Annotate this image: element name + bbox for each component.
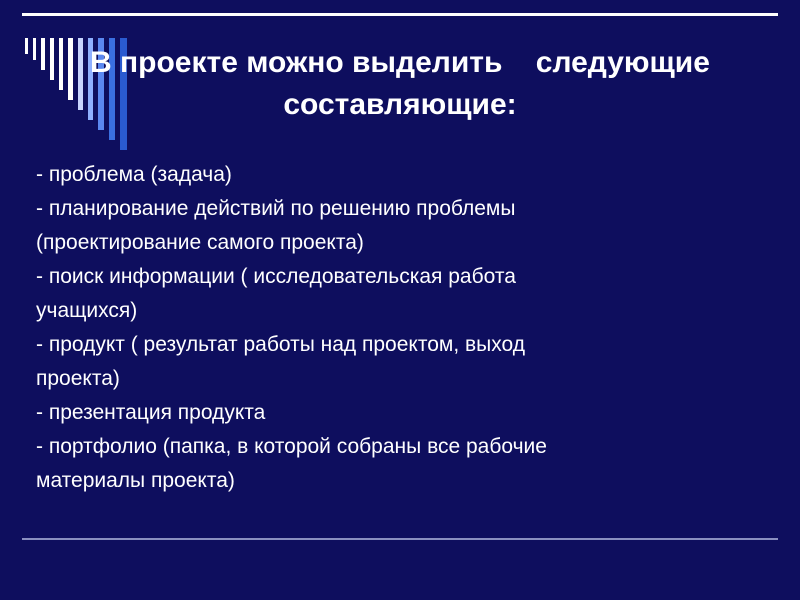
list-item-presentation: - презентация продукта	[36, 401, 266, 424]
list-item-planning: - планирование действий по решению проблемы (проектирование самого проекта)	[36, 197, 516, 254]
list-item-portfolio: - портфолио (папка, в которой собраны все рабочие материалы проекта)	[36, 435, 547, 492]
slide-title	[30, 42, 770, 126]
list-item-search: - поиск информации ( исследовательская работа учащихся)	[36, 265, 516, 322]
bottom-rule	[22, 538, 778, 540]
component-list	[36, 158, 776, 498]
list-item-product: - продукт ( результат работы над проектом, выход проекта)	[36, 333, 525, 390]
title-line-1: В проекте можно выделить следующие	[90, 46, 710, 79]
list-item-problem: - проблема (задача)	[36, 163, 232, 186]
title-line-2: составляющие:	[283, 88, 517, 121]
